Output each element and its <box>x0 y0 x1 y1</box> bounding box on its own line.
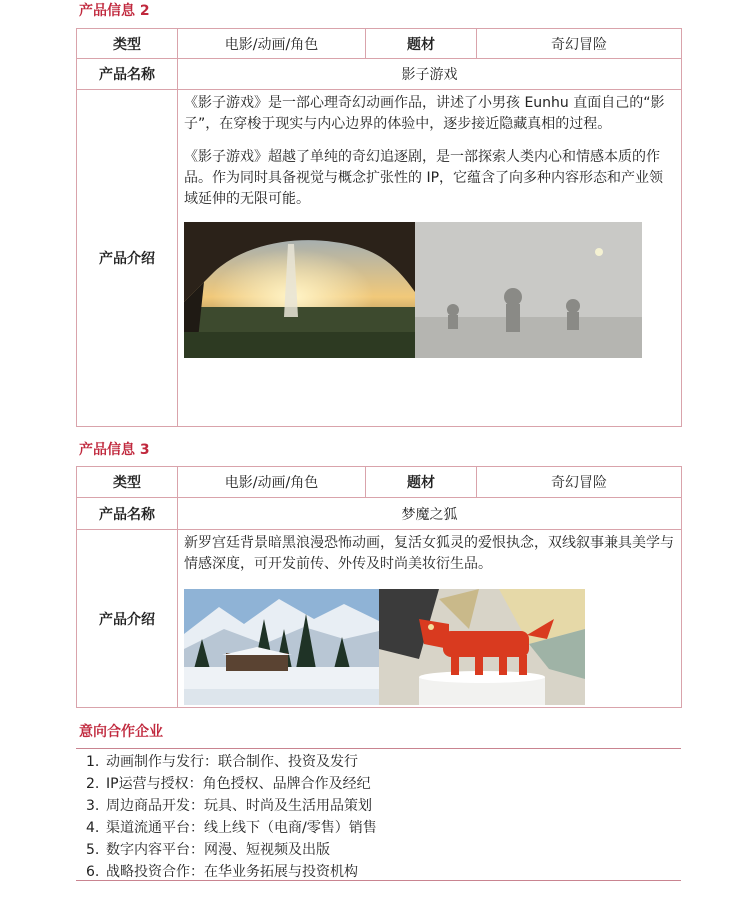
intro-paragraph: 《影子游戏》是一部心理奇幻动画作品，讲述了小男孩 Eunhu 直面自己的“影子”，在穿梭于现实与内心边界的体验中，逐步接近隐藏真相的过程。 <box>184 95 665 132</box>
list-text: 动画制作与发行：联合制作、投资及发行 <box>106 754 358 770</box>
intro-label: 产品介绍 <box>77 90 178 427</box>
red-fox-sculpture-image <box>379 589 585 705</box>
list-text: 战略投资合作：在华业务拓展与投资机构 <box>106 864 358 880</box>
product-info-table-3 <box>76 466 682 708</box>
theme-label: 题材 <box>366 29 477 59</box>
name-label: 产品名称 <box>77 59 178 90</box>
shadow-figures-image <box>415 222 642 358</box>
partners-title: 意向合作企业 <box>79 724 163 740</box>
intro-cell <box>178 90 682 427</box>
list-item <box>86 817 377 839</box>
intro-cell <box>178 530 682 708</box>
name-label: 产品名称 <box>77 498 178 530</box>
list-item <box>86 839 377 861</box>
type-value: 电影/动画/角色 <box>178 29 366 59</box>
list-number: 1. <box>86 754 100 770</box>
list-item <box>86 751 377 773</box>
list-number: 6. <box>86 864 100 880</box>
snow-cabin-image <box>184 589 379 705</box>
type-label: 类型 <box>77 467 178 498</box>
list-number: 2. <box>86 776 100 792</box>
section-title-3: 产品信息 3 <box>79 442 150 458</box>
section-title-2: 产品信息 2 <box>79 3 150 19</box>
name-value: 梦魔之狐 <box>178 498 682 530</box>
list-text: 周边商品开发：玩具、时尚及生活用品策划 <box>106 798 372 814</box>
list-text: 渠道流通平台：线上线下（电商/零售）销售 <box>106 820 377 836</box>
intro-paragraph: 新罗宫廷背景暗黑浪漫恐怖动画，复活女狐灵的爱恨执念，双线叙事兼具美学与情感深度，可开发前传、外传及时尚美妆衍生品。 <box>184 535 674 572</box>
list-text: IP运营与授权：角色授权、品牌合作及经纪 <box>106 776 371 792</box>
divider <box>76 880 681 881</box>
product-info-table-2 <box>76 28 682 427</box>
list-number: 3. <box>86 798 100 814</box>
list-text: 数字内容平台：网漫、短视频及出版 <box>106 842 330 858</box>
type-label: 类型 <box>77 29 178 59</box>
list-item <box>86 773 377 795</box>
waterfall-cave-image <box>184 222 415 358</box>
theme-value: 奇幻冒险 <box>477 467 682 498</box>
theme-label: 题材 <box>366 467 477 498</box>
type-value: 电影/动画/角色 <box>178 467 366 498</box>
list-number: 5. <box>86 842 100 858</box>
divider <box>76 748 681 749</box>
list-number: 4. <box>86 820 100 836</box>
name-value: 影子游戏 <box>178 59 682 90</box>
intro-paragraph: 《影子游戏》超越了单纯的奇幻追逐剧，是一部探索人类内心和情感本质的作品。作为同时具备视觉与概念扩张性的 IP，它蕴含了向多种内容形态和产业领域延伸的无限可能。 <box>184 149 664 207</box>
partners-list <box>86 751 377 883</box>
theme-value: 奇幻冒险 <box>477 29 682 59</box>
list-item <box>86 795 377 817</box>
intro-label: 产品介绍 <box>77 530 178 708</box>
